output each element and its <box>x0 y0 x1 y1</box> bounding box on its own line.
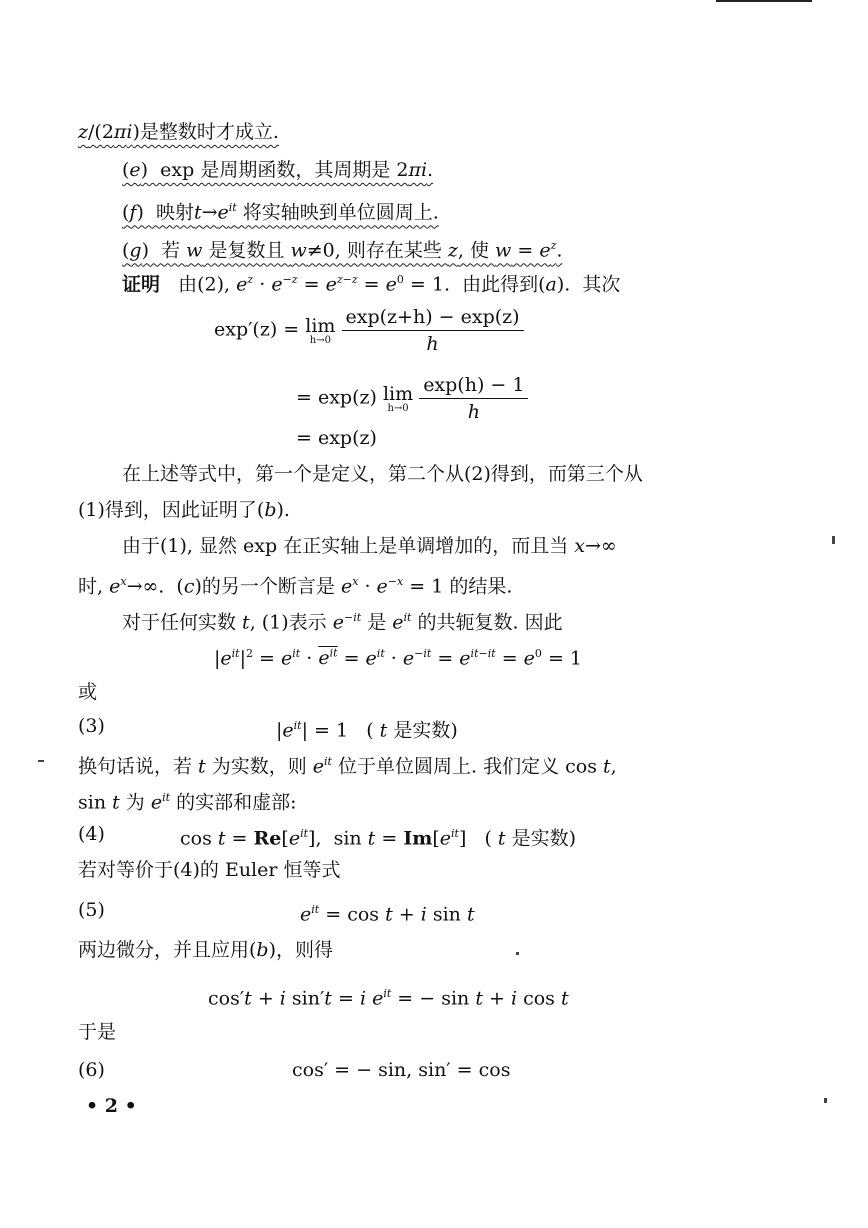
limit-operator: lim h→0 <box>305 314 336 346</box>
paragraph-2b: 时, $e^x\to\infty$. (c)的另一个断言是 $e^x \cdot e^{-x} = 1$ 的结果. <box>78 575 513 598</box>
equation-derivative-3: = exp(z) <box>296 427 377 449</box>
item-f: (f) 映射$t\to e^{it}$ 将实轴映到单位圆周上. <box>122 201 439 224</box>
equation-modulus-square: $|e^{it}|^2 = e^{it} \cdot e^{it} = e^{it} \cdot e^{-it} = e^{it-it} = e^0 = 1$ <box>214 647 583 670</box>
paragraph-4b: sin t 为 $e^{it}$ 的实部和虚部: <box>78 791 297 814</box>
equation-3-label: (3) <box>78 715 105 737</box>
paragraph-3: 对于任何实数 t, (1)表示 $e^{-it}$ 是 $e^{it}$ 的共轭复数. 因此 <box>122 611 563 634</box>
proof-line: 证明 由(2), $e^z \cdot e^{-z} = e^{z-z} = e^0 = 1$. 由此得到(a). 其次 <box>122 273 621 296</box>
paragraph-4a: 换句话说，若 t 为实数，则 $e^{it}$ 位于单位圆周上. 我们定义 cos t, <box>78 755 617 778</box>
equation-5: $e^{it} = \cos t + i$ sin t <box>300 903 475 926</box>
scan-speck <box>516 952 519 955</box>
equation-derivative-1: exp′(z) = lim h→0 $\frac{\exp(z+h) - \exp(z)}{h}$ <box>214 304 524 357</box>
paragraph-7: 于是 <box>78 1021 117 1043</box>
scan-edge-mark <box>716 0 812 2</box>
paragraph-1b: (1)得到，因此证明了(b). <box>78 499 290 521</box>
paragraph-2a: 由于(1), 显然 exp 在正实轴上是单调增加的，而且当 x→∞ <box>122 535 617 557</box>
paragraph-1a: 在上述等式中，第一个是定义，第二个从(2)得到，而第三个从 <box>122 463 643 485</box>
item-g: (g) 若 w 是复数且 w≠0, 则存在某些 z, 使 $w = e^z$. <box>122 239 563 262</box>
text-line-1: z/(2πi)是整数时才成立. <box>78 121 279 143</box>
equation-4: $\cos t = Re[e^{it}]$, $\sin t = Im[e^{it}]$ ( t 是实数) <box>180 827 577 850</box>
item-e: (e) exp 是周期函数，其周期是 2πi. <box>122 159 434 181</box>
equation-6: cos′ = − sin, sin′ = cos <box>292 1059 511 1081</box>
equation-3: $|e^{it}| = 1$ ( t 是实数) <box>276 719 458 742</box>
scan-speck <box>38 760 44 762</box>
word-or: 或 <box>78 681 98 703</box>
paragraph-5: 若对等价于(4)的 Euler 恒等式 <box>78 859 341 881</box>
equation-5-label: (5) <box>78 899 105 921</box>
page-number: • 2 • <box>86 1095 137 1117</box>
paragraph-6: 两边微分，并且应用(b)，则得 <box>78 939 334 961</box>
equation-4-label: (4) <box>78 823 105 845</box>
difference-quotient: $\frac{\exp(z+h) - \exp(z)}{h}$ <box>342 304 524 357</box>
equation-6-label: (6) <box>78 1059 105 1081</box>
scan-speck <box>824 1098 827 1103</box>
equation-differentiated: cos′t + i sin′t = i $e^{it}$ = − sin t + i cos t <box>208 987 569 1010</box>
equation-derivative-2: = exp(z) lim h→0 $\frac{\exp(h) - 1}{h}$ <box>296 372 528 425</box>
proof-label: 证明 <box>122 273 161 296</box>
scan-speck <box>832 536 835 544</box>
